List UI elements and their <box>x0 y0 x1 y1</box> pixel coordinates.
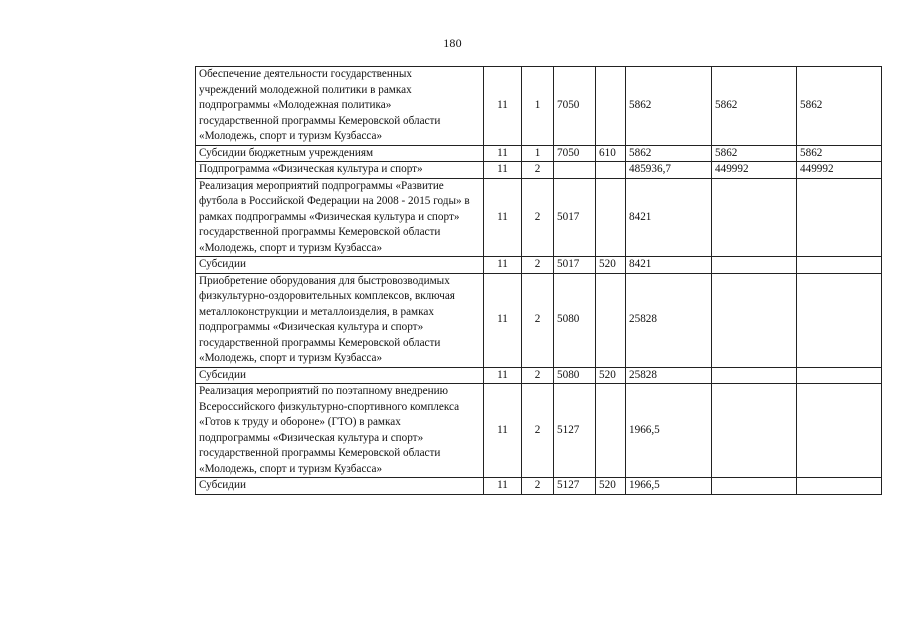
section-code-cell: 11 <box>484 257 522 274</box>
amount-year1-cell: 8421 <box>626 178 712 257</box>
amount-year2-cell <box>712 478 797 495</box>
amount-year3-cell <box>797 273 882 367</box>
row-name-cell: Субсидии <box>196 367 484 384</box>
amount-year2-cell <box>712 384 797 478</box>
amount-year2-cell <box>712 257 797 274</box>
table-row <box>196 384 882 478</box>
row-name-cell: Субсидии <box>196 257 484 274</box>
amount-year1-cell: 25828 <box>626 367 712 384</box>
expense-type-cell: 520 <box>596 367 626 384</box>
expense-type-cell <box>596 178 626 257</box>
expense-type-cell: 520 <box>596 478 626 495</box>
amount-year3-cell <box>797 257 882 274</box>
amount-year1-cell: 8421 <box>626 257 712 274</box>
subsection-code-cell: 2 <box>522 478 554 495</box>
row-name-cell: Субсидии <box>196 478 484 495</box>
subsection-code-cell: 2 <box>522 384 554 478</box>
section-code-cell: 11 <box>484 67 522 146</box>
table-row <box>196 257 882 274</box>
amount-year3-cell: 5862 <box>797 67 882 146</box>
target-article-cell: 5017 <box>554 257 596 274</box>
subsection-code-cell: 2 <box>522 257 554 274</box>
amount-year2-cell <box>712 178 797 257</box>
target-article-cell: 5080 <box>554 367 596 384</box>
amount-year1-cell: 1966,5 <box>626 384 712 478</box>
row-name-cell: Реализация мероприятий подпрограммы «Развитие футбола в Российской Федерации на 2008 - 2015 годы» в рамках подпрограммы «Физическая культура и спорт» государственной программы Кемеровской области «Молодежь, спорт и туризм Кузбасса» <box>196 178 484 257</box>
amount-year1-cell: 1966,5 <box>626 478 712 495</box>
section-code-cell: 11 <box>484 145 522 162</box>
amount-year3-cell: 5862 <box>797 145 882 162</box>
amount-year3-cell <box>797 178 882 257</box>
row-name-cell: Субсидии бюджетным учреждениям <box>196 145 484 162</box>
amount-year1-cell: 5862 <box>626 145 712 162</box>
section-code-cell: 11 <box>484 384 522 478</box>
expense-type-cell <box>596 273 626 367</box>
amount-year3-cell: 449992 <box>797 162 882 179</box>
amount-year1-cell: 25828 <box>626 273 712 367</box>
table-row <box>196 367 882 384</box>
amount-year1-cell: 5862 <box>626 67 712 146</box>
amount-year1-cell: 485936,7 <box>626 162 712 179</box>
subsection-code-cell: 2 <box>522 178 554 257</box>
budget-table <box>195 66 882 495</box>
subsection-code-cell: 2 <box>522 273 554 367</box>
amount-year2-cell: 449992 <box>712 162 797 179</box>
table-row <box>196 145 882 162</box>
expense-type-cell <box>596 162 626 179</box>
amount-year3-cell <box>797 367 882 384</box>
expense-type-cell <box>596 67 626 146</box>
amount-year2-cell: 5862 <box>712 145 797 162</box>
section-code-cell: 11 <box>484 162 522 179</box>
amount-year2-cell <box>712 367 797 384</box>
row-name-cell: Подпрограмма «Физическая культура и спорт» <box>196 162 484 179</box>
expense-type-cell <box>596 384 626 478</box>
subsection-code-cell: 1 <box>522 67 554 146</box>
row-name-cell: Приобретение оборудования для быстровозводимых физкультурно-оздоровительных комплексов, включая металлоконструкции и металлоизделия, в рамках подпрограммы «Физическая культура и спорт» государственной программы Кемеровской области «Молодежь, спорт и туризм Кузбасса» <box>196 273 484 367</box>
table-row <box>196 478 882 495</box>
row-name-cell: Реализация мероприятий по поэтапному внедрению Всероссийского физкультурно-спортивного комплекса «Готов к труду и обороне» (ГТО) в рамках подпрограммы «Физическая культура и спорт» государственной программы Кемеровской области «Молодежь, спорт и туризм Кузбасса» <box>196 384 484 478</box>
amount-year2-cell: 5862 <box>712 67 797 146</box>
section-code-cell: 11 <box>484 178 522 257</box>
target-article-cell: 7050 <box>554 145 596 162</box>
expense-type-cell: 610 <box>596 145 626 162</box>
table-row <box>196 178 882 257</box>
target-article-cell: 7050 <box>554 67 596 146</box>
amount-year2-cell <box>712 273 797 367</box>
subsection-code-cell: 2 <box>522 367 554 384</box>
page-number: 180 <box>443 36 462 50</box>
row-name-cell: Обеспечение деятельности государственных учреждений молодежной политики в рамках подпрограммы «Молодежная политика» государственной программы Кемеровской области «Молодежь, спорт и туризм Кузбасса» <box>196 67 484 146</box>
target-article-cell: 5017 <box>554 178 596 257</box>
target-article-cell: 5080 <box>554 273 596 367</box>
amount-year3-cell <box>797 478 882 495</box>
expense-type-cell: 520 <box>596 257 626 274</box>
amount-year3-cell <box>797 384 882 478</box>
table-row <box>196 67 882 146</box>
target-article-cell <box>554 162 596 179</box>
section-code-cell: 11 <box>484 367 522 384</box>
table-row <box>196 162 882 179</box>
table-row <box>196 273 882 367</box>
subsection-code-cell: 2 <box>522 162 554 179</box>
subsection-code-cell: 1 <box>522 145 554 162</box>
section-code-cell: 11 <box>484 273 522 367</box>
target-article-cell: 5127 <box>554 384 596 478</box>
section-code-cell: 11 <box>484 478 522 495</box>
target-article-cell: 5127 <box>554 478 596 495</box>
budget-table-body <box>196 67 882 495</box>
